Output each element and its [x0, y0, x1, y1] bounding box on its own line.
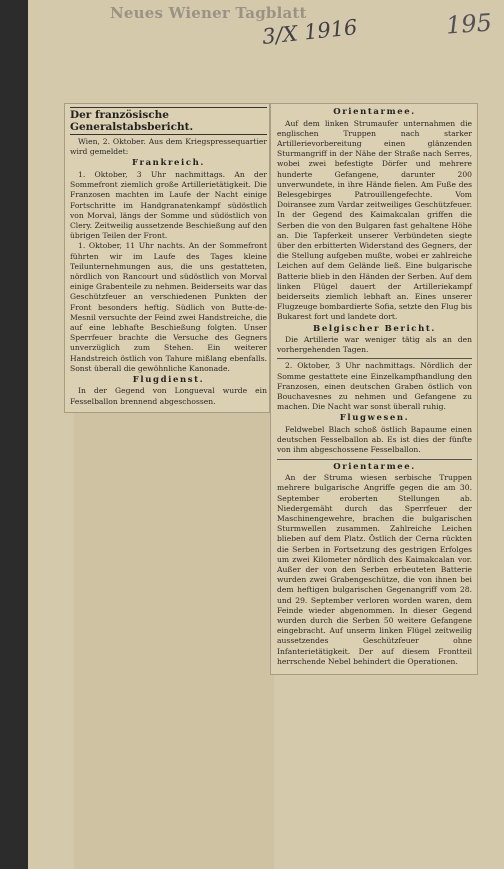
article-title: Der französische Generalstabsbericht.	[70, 107, 267, 135]
paragraph: 1. Oktober, 11 Uhr nachts. An der Sommefront führten wir im Laufe des Tages kleine Teilunternehmungen aus, die uns gestatteten, nördlich von Rancourt und südöstlich von Morval einige Grabenteile zu nehmen. Beiderseits war das Geschützfeuer an verschiedenen Punkten der Front besonders heftig. Südlich von Butte-de-Mesnil versuchte der Feind zwei Handstreiche, die auf eine lebhafte Beschießung folgten. Unser Sperrfeuer brachte die Versuche des Gegners unverzüglich zum Stehen. Ein weiterer Handstreich östlich von Tahure mißlang ebenfalls. Sonst überall die gewöhnliche Kanonade.	[70, 241, 267, 373]
section-heading-belgischer-bericht: Belgischer Bericht.	[313, 323, 436, 334]
paragraph: An der Struma wiesen serbische Truppen mehrere bulgarische Angriffe gegen die am 30. September eroberten Stellungen ab. Niedergemäht durch das Sperrfeuer der Maschinengewehre, brachen die bulgarischen Sturmwellen zusammen. Zahlreiche Leichen blieben auf dem Platz. Östlich der Cerna rückten die Serben in Fortsetzung des gestrigen Erfolges um zwei Kilometer nördlich des Kaimakcalan vor. Außer der von den Serben erbeuteten Batterie wurden zwei Grabengeschütze, die von ihnen bei dem heftigen bulgarischen Gegenangriff vom 28. und 29. September verloren worden waren, dem Feinde wieder abgenommen. In dieser Gegend wurden durch die Serben 50 weitere Gefangene eingebracht. Auf unserm linken Flügel zeitweilig aussetzendes Geschützfeuer ohne Infanterietätigkeit. Der auf diesem Frontteil herrschende Nebel behindert die Operationen.	[277, 473, 472, 666]
paragraph: 1. Oktober, 3 Uhr nachmittags. An der Sommefront ziemlich große Artillerietätigkeit. Die Franzosen machten im Laufe der Nacht einige Fortschritte im Handgranatenkampf südöstlich von Morval, längs der Somme und südöstlich von Clery. Zeitweilig aussetzende Beschießung auf den übrigen Teilen der Front.	[70, 169, 267, 241]
section-heading-flugwesen: Flugwesen.	[339, 413, 410, 424]
paragraph: Feldwebel Blach schoß östlich Bapaume einen deutschen Fesselballon ab. Es ist dies der fünfte von ihm abgeschossene Fesselballon.	[277, 424, 472, 455]
handwritten-date: 3/X 1916	[261, 15, 359, 49]
scan-border-left	[0, 0, 28, 869]
left-clipping	[64, 103, 270, 413]
paragraph: Auf dem linken Strumaufer unternahmen die englischen Truppen nach starker Artillerievorbereitung einen glänzenden Sturmangriff in der Nähe der Straße nach Serres, wobei zwei befestigte Dörfer und mehrere hunderte Gefangene, darunter 200 unverwundete, in ihre Hände fielen. Am Fuße des Belesgebirges Patrouillengefechte. Vom Doiransee zum Vardar zeitweiliges Geschützfeuer. In der Gegend des Kaimakcalan griffen die Serben die von den Bulgaren fast gehaltene Höhe an. Die Tapferkeit unserer Verbündeten siegte über den erbitterten Widerstand des Gegners, der die Stellung aufgeben mußte, wobei er zahlreiche Leichen auf dem Gelände ließ. Eine bulgarische Batterie blieb in den Händen der Serben. Auf dem linken Flügel dauert der Artilleriekampf beiderseits ziemlich lebhaft an. Eines unserer Flugzeuge bombardierte Sofia, setzte den Flug bis Bukarest fort und landete dort.	[277, 118, 472, 322]
paragraph: In der Gegend von Longueval wurde ein Fesselballon brennend abgeschossen.	[70, 386, 267, 406]
section-heading-frankreich: Frankreich.	[132, 158, 205, 169]
section-heading-flugdienst: Flugdienst.	[132, 374, 205, 385]
dateline: Wien, 2. Oktober. Aus dem Kriegspressequartier wird gemeldet:	[70, 137, 267, 157]
section-heading-orientarmee: Orientarmee.	[333, 107, 416, 117]
handwritten-number: 195	[445, 8, 493, 40]
paper-strip	[74, 410, 274, 869]
newspaper-masthead: Neues Wiener Tagblatt	[110, 4, 307, 22]
paragraph: Die Artillerie war weniger tätig als an den vorhergehenden Tagen.	[277, 335, 472, 355]
divider	[277, 459, 472, 460]
right-clipping	[270, 103, 478, 675]
divider	[277, 358, 472, 359]
paragraph: 2. Oktober, 3 Uhr nachmittags. Nördlich der Somme gestattete eine Einzelkampfhandlung den Franzosen, einen deutschen Graben östlich von Bouchavesnes zu nehmen und Gefangene zu machen. Die Nacht war sonst überall ruhig.	[277, 361, 472, 412]
section-heading-orientarmee-2: Orientarmee.	[333, 461, 416, 472]
